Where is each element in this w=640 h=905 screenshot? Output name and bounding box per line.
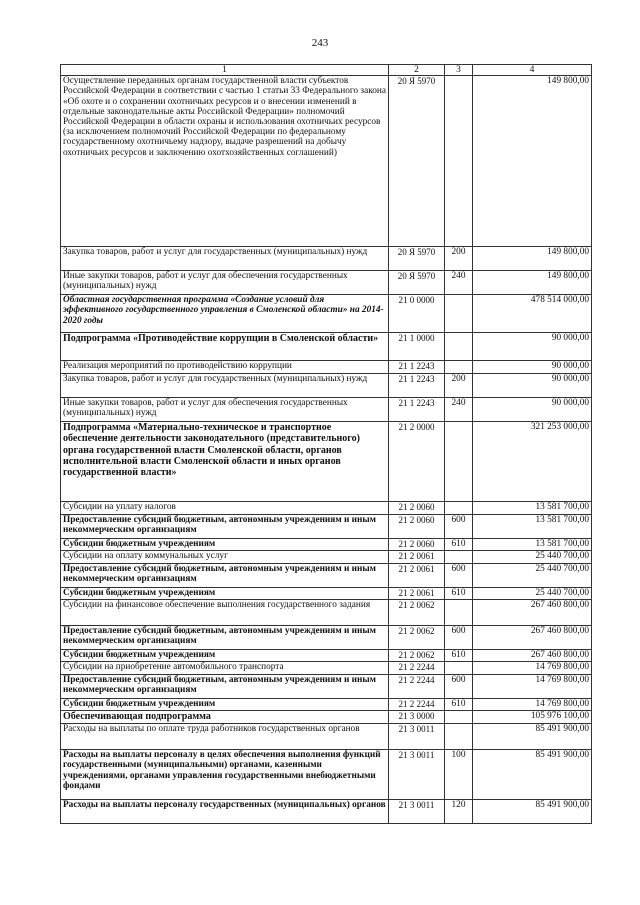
- row-code: 21 3 0011: [389, 724, 445, 750]
- budget-table: [60, 64, 592, 824]
- row-amount: 85 491 900,00: [473, 750, 592, 800]
- row-name: Субсидии бюджетным учреждениям: [61, 588, 389, 600]
- row-type: 240: [445, 398, 473, 422]
- row-name: Закупка товаров, работ и услуг для государственных (муниципальных) нужд: [61, 247, 389, 271]
- row-amount: 13 581 700,00: [473, 539, 592, 551]
- row-amount: 14 769 800,00: [473, 699, 592, 711]
- row-type: [445, 76, 473, 247]
- table-row: [61, 724, 592, 750]
- table-row: [61, 564, 592, 588]
- row-amount: 149 800,00: [473, 247, 592, 271]
- row-amount: 267 460 800,00: [473, 626, 592, 650]
- row-code: 21 2 0060: [389, 502, 445, 515]
- row-code: 21 3 0000: [389, 711, 445, 724]
- table-header-row: [61, 65, 592, 76]
- row-amount: 25 440 700,00: [473, 551, 592, 564]
- table-row: [61, 588, 592, 600]
- row-code: 21 1 2243: [389, 398, 445, 422]
- page-number: 243: [311, 37, 329, 49]
- row-type: 240: [445, 271, 473, 295]
- row-name: Расходы на выплаты персоналу государственных (муниципальных) органов: [61, 800, 389, 824]
- row-type: [445, 711, 473, 724]
- row-amount: 149 800,00: [473, 271, 592, 295]
- row-name: Субсидии на уплату налогов: [61, 502, 389, 515]
- header-col-4: 4: [473, 65, 592, 76]
- row-name: Осуществление переданных органам государственной власти субъектов Российской Федерации в соответствии с частью 1 статьи 33 Федерального закона «Об охоте и о сохранении охотничьих ресурсов и о внесении изменений в отдельные законодательные акты Российской Федерации» полномочий Российской Федерации в области охраны и использования охотничьих ресурсов (за исключением полномочий Российской Федерации по федеральному государственному охотничьему надзору, выдаче разрешений на добычу охотничьих ресурсов и заключению охотхозяйственных соглашений): [61, 76, 389, 247]
- row-amount: 14 769 800,00: [473, 662, 592, 675]
- row-amount: 267 460 800,00: [473, 600, 592, 626]
- row-name: Обеспечивающая подпрограмма: [61, 711, 389, 724]
- row-name: Расходы на выплаты по оплате труда работников государственных органов: [61, 724, 389, 750]
- table-row: [61, 600, 592, 626]
- row-amount: 25 440 700,00: [473, 588, 592, 600]
- row-code: 21 2 0062: [389, 600, 445, 626]
- row-type: 600: [445, 564, 473, 588]
- table-row: [61, 711, 592, 724]
- row-code: 21 2 2244: [389, 675, 445, 699]
- row-type: [445, 422, 473, 502]
- table-row: [61, 650, 592, 662]
- row-amount: 85 491 900,00: [473, 724, 592, 750]
- row-amount: 105 976 100,00: [473, 711, 592, 724]
- row-code: 21 1 0000: [389, 333, 445, 361]
- row-name: Субсидии бюджетным учреждениям: [61, 699, 389, 711]
- table-row: [61, 551, 592, 564]
- row-type: [445, 502, 473, 515]
- row-code: 21 2 2244: [389, 699, 445, 711]
- row-amount: 149 800,00: [473, 76, 592, 247]
- table-row: [61, 502, 592, 515]
- row-name: Субсидии бюджетным учреждениям: [61, 650, 389, 662]
- row-code: 21 3 0011: [389, 750, 445, 800]
- row-type: [445, 551, 473, 564]
- row-name: Предоставление субсидий бюджетным, автономным учреждениям и иным некоммерческим организациям: [61, 564, 389, 588]
- table-row: [61, 626, 592, 650]
- table-row: [61, 699, 592, 711]
- row-code: 21 2 0062: [389, 626, 445, 650]
- table-row: [61, 361, 592, 374]
- row-name: Предоставление субсидий бюджетным, автономным учреждениям и иным некоммерческим организациям: [61, 675, 389, 699]
- row-amount: 13 581 700,00: [473, 515, 592, 539]
- row-name: Подпрограмма «Противодействие коррупции в Смоленской области»: [61, 333, 389, 361]
- row-name: Субсидии на приобретение автомобильного транспорта: [61, 662, 389, 675]
- table-row: [61, 662, 592, 675]
- row-type: 610: [445, 588, 473, 600]
- row-code: 20 Я 5970: [389, 76, 445, 247]
- row-amount: 90 000,00: [473, 398, 592, 422]
- row-amount: 90 000,00: [473, 374, 592, 398]
- table-row: [61, 800, 592, 824]
- row-code: 21 2 2244: [389, 662, 445, 675]
- row-code: 21 2 0061: [389, 588, 445, 600]
- table-row: [61, 374, 592, 398]
- row-name: Реализация мероприятий по противодействию коррупции: [61, 361, 389, 374]
- row-name: Областная государственная программа «Создание условий для эффективного государственного управления в Смоленской области» на 2014-2020 годы: [61, 295, 389, 333]
- header-col-2: 2: [389, 65, 445, 76]
- row-code: 21 1 2243: [389, 374, 445, 398]
- row-name: Иные закупки товаров, работ и услуг для обеспечения государственных (муниципальных) нужд: [61, 398, 389, 422]
- row-amount: 25 440 700,00: [473, 564, 592, 588]
- row-type: [445, 724, 473, 750]
- row-name: Закупка товаров, работ и услуг для государственных (муниципальных) нужд: [61, 374, 389, 398]
- row-type: [445, 361, 473, 374]
- row-type: 600: [445, 515, 473, 539]
- row-type: [445, 295, 473, 333]
- header-col-1: 1: [61, 65, 389, 76]
- row-type: [445, 662, 473, 675]
- row-code: 21 2 0060: [389, 515, 445, 539]
- table-row: [61, 333, 592, 361]
- row-code: 21 1 2243: [389, 361, 445, 374]
- table-row: [61, 750, 592, 800]
- row-type: 610: [445, 539, 473, 551]
- row-amount: 267 460 800,00: [473, 650, 592, 662]
- row-type: [445, 600, 473, 626]
- row-name: Субсидии на финансовое обеспечение выполнения государственного задания: [61, 600, 389, 626]
- row-code: 21 2 0061: [389, 564, 445, 588]
- row-name: Предоставление субсидий бюджетным, автономным учреждениям и иным некоммерческим организациям: [61, 626, 389, 650]
- row-code: 21 2 0061: [389, 551, 445, 564]
- table-row: [61, 271, 592, 295]
- table-row: [61, 675, 592, 699]
- row-name: Иные закупки товаров, работ и услуг для обеспечения государственных (муниципальных) нужд: [61, 271, 389, 295]
- row-amount: 85 491 900,00: [473, 800, 592, 824]
- table-row: [61, 295, 592, 333]
- table-row: [61, 398, 592, 422]
- row-type: 100: [445, 750, 473, 800]
- row-amount: 90 000,00: [473, 361, 592, 374]
- row-amount: 90 000,00: [473, 333, 592, 361]
- row-type: 610: [445, 699, 473, 711]
- row-code: 21 3 0011: [389, 800, 445, 824]
- row-code: 20 Я 5970: [389, 247, 445, 271]
- row-amount: 13 581 700,00: [473, 502, 592, 515]
- row-type: 200: [445, 247, 473, 271]
- table-row: [61, 422, 592, 502]
- row-amount: 478 514 000,00: [473, 295, 592, 333]
- row-type: [445, 333, 473, 361]
- row-name: Предоставление субсидий бюджетным, автономным учреждениям и иным некоммерческим организациям: [61, 515, 389, 539]
- row-type: 120: [445, 800, 473, 824]
- row-amount: 321 253 000,00: [473, 422, 592, 502]
- row-name: Подпрограмма «Материально-техническое и транспортное обеспечение деятельности законодательного (представительного) органа государственной власти Смоленской области, органов исполнительной власти Смоленской области и иных органов государственной власти»: [61, 422, 389, 502]
- table-row: [61, 76, 592, 247]
- row-amount: 14 769 800,00: [473, 675, 592, 699]
- row-code: 21 0 0000: [389, 295, 445, 333]
- table-row: [61, 515, 592, 539]
- row-code: 21 2 0060: [389, 539, 445, 551]
- row-name: Субсидии бюджетным учреждениям: [61, 539, 389, 551]
- row-type: 600: [445, 675, 473, 699]
- row-type: 200: [445, 374, 473, 398]
- row-code: 20 Я 5970: [389, 271, 445, 295]
- row-name: Расходы на выплаты персоналу в целях обеспечения выполнения функций государственными (муниципальными) органами, казенными учреждениями, органами управления государственными внебюджетными фондами: [61, 750, 389, 800]
- table-row: [61, 247, 592, 271]
- header-col-3: 3: [445, 65, 473, 76]
- row-code: 21 2 0062: [389, 650, 445, 662]
- row-name: Субсидии на оплату коммунальных услуг: [61, 551, 389, 564]
- table-row: [61, 539, 592, 551]
- row-code: 21 2 0000: [389, 422, 445, 502]
- row-type: 610: [445, 650, 473, 662]
- row-type: 600: [445, 626, 473, 650]
